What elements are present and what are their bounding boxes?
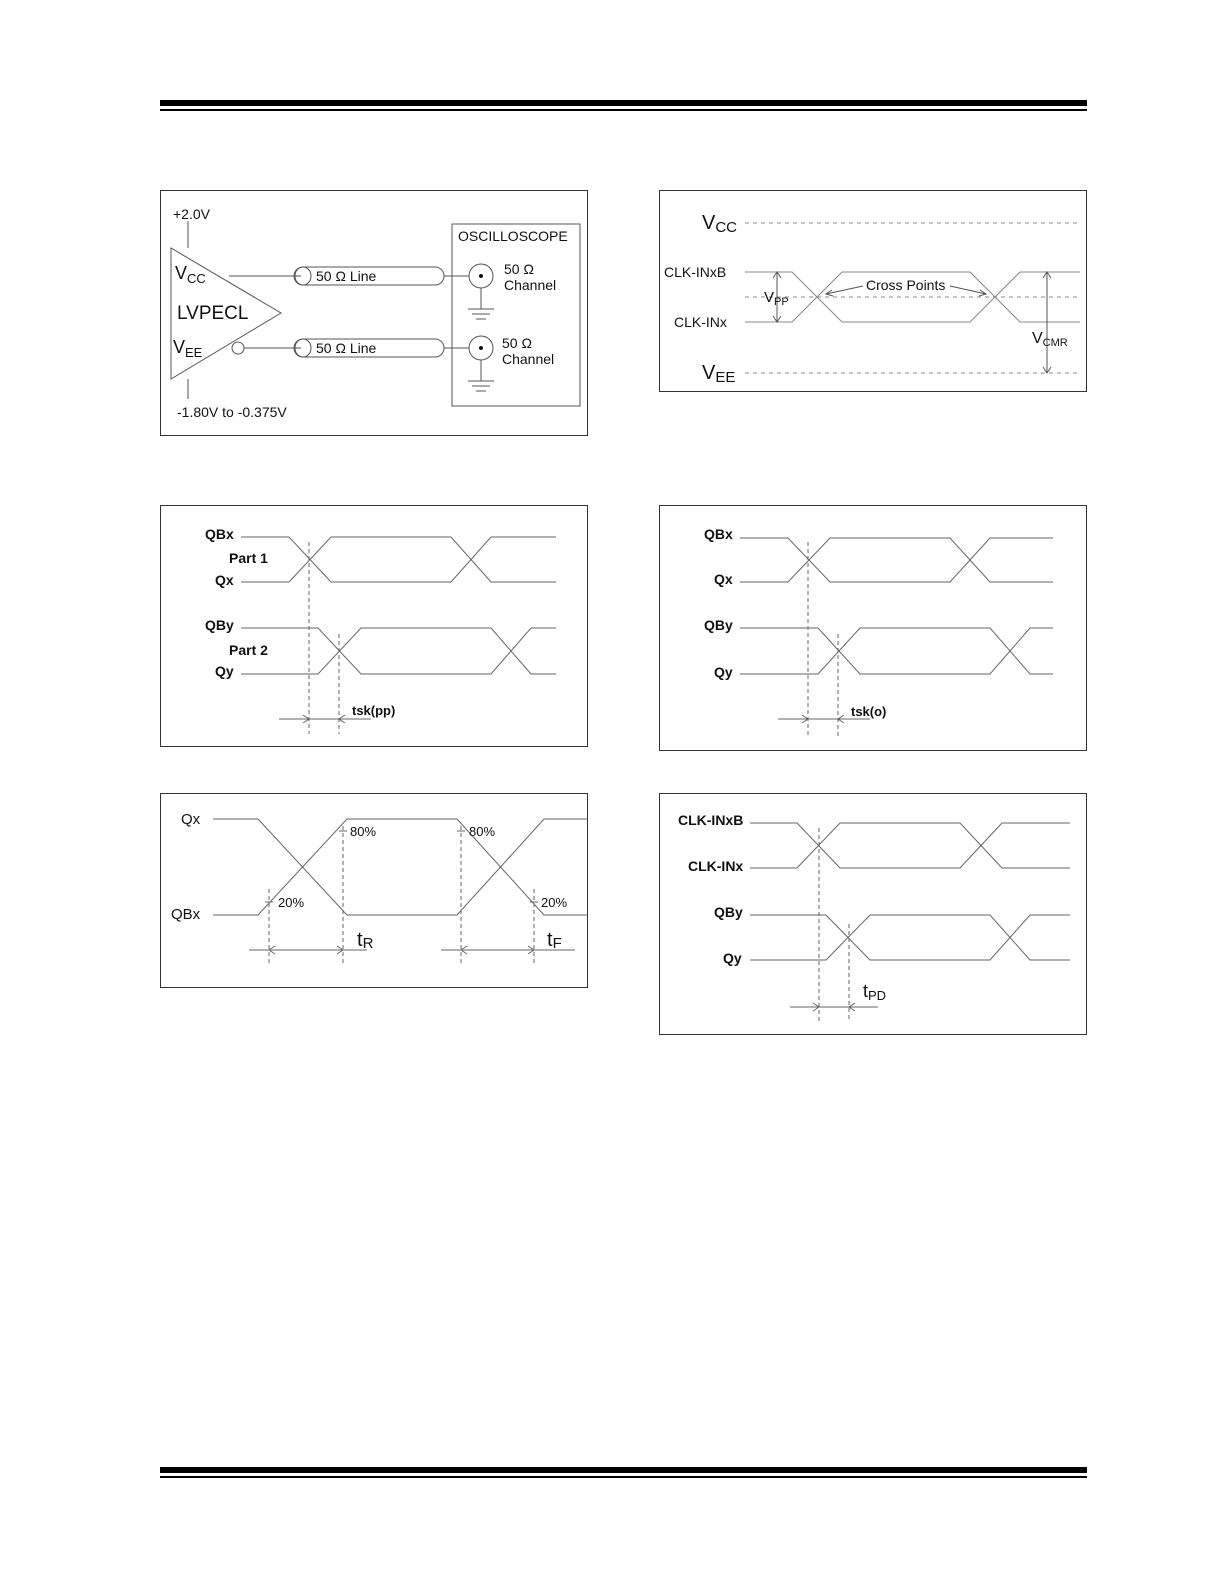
- qbx-trace: [241, 537, 556, 582]
- clk-inxb-trace: [750, 823, 1070, 868]
- fall-20-label: 20%: [541, 895, 568, 910]
- qbx-label: QBx: [704, 526, 733, 542]
- input-levels-diagram: [659, 190, 1087, 392]
- qby-label: QBy: [205, 617, 234, 633]
- qby-trace: [740, 628, 1053, 674]
- line-2-label: 50 Ω Line: [316, 340, 377, 356]
- output-skew-diagram: [659, 505, 1087, 751]
- qy-trace: [241, 628, 556, 674]
- qx-label: Qx: [215, 572, 234, 588]
- qx-trace: [740, 538, 1053, 582]
- qbx-label: QBx: [171, 906, 201, 923]
- qy-label: Qy: [723, 950, 742, 966]
- qby-label: QBy: [714, 904, 743, 920]
- clk-inxb-label: CLK-INxB: [678, 812, 744, 828]
- oscilloscope-box: [452, 224, 580, 406]
- inverting-bubble: [232, 342, 244, 354]
- fall-80-label: 80%: [469, 824, 496, 839]
- vcmr-label: VCMR: [1032, 330, 1068, 349]
- rise-fall-time-diagram: [160, 793, 588, 988]
- qy-label: Qy: [714, 664, 733, 680]
- tsk-o-label: tsk(o): [851, 704, 887, 719]
- rise-80-label: 80%: [350, 824, 377, 839]
- tr-label: tR: [357, 929, 374, 952]
- channel-1-label: Channel: [504, 277, 557, 293]
- vpp-label: $V_{PP}$: [764, 289, 789, 308]
- clk-inx-trace: [750, 823, 1070, 868]
- tpd-label: tPD: [863, 981, 887, 1003]
- vee-pin-label: $V_{EE}$: [173, 337, 203, 360]
- cross-points-label: Cross Points: [866, 277, 946, 293]
- device-label: LVPECL: [177, 303, 249, 324]
- channel-1-impedance: 50 Ω: [504, 261, 534, 277]
- rise-20-label: 20%: [278, 895, 305, 910]
- part-1-label: Part 1: [229, 550, 268, 566]
- qx-label: Qx: [181, 811, 201, 828]
- vcc-supply-label: +2.0V: [173, 206, 210, 222]
- header-rule-thin: [160, 109, 1087, 111]
- footer-rule-thin: [160, 1476, 1087, 1478]
- qbx-label: QBx: [205, 526, 234, 542]
- part-to-part-skew-diagram: [160, 505, 588, 747]
- tf-label: tF: [547, 929, 562, 952]
- qx-label: Qx: [714, 571, 733, 587]
- qy-trace: [750, 915, 1070, 960]
- vcc-pin-label: $V_{CC}$: [175, 263, 206, 286]
- qy-label: Qy: [215, 663, 234, 679]
- qy-trace: [740, 628, 1053, 674]
- vee-label: VEE: [702, 362, 736, 386]
- qbx-trace: [740, 538, 1053, 582]
- propagation-delay-diagram: [659, 793, 1087, 1035]
- footer-rule-thick: [160, 1467, 1087, 1473]
- tsk-pp-label: tsk(pp): [352, 703, 396, 718]
- vcc-label: VCC: [702, 212, 738, 236]
- header-rule-thick: [160, 100, 1087, 106]
- vee-supply-label: -1.80V to -0.375V: [177, 404, 287, 420]
- qx-trace: [241, 537, 556, 582]
- test-setup-diagram: [160, 190, 588, 436]
- clk-inx-label: CLK-INx: [674, 314, 727, 330]
- oscilloscope-label: OSCILLOSCOPE: [458, 228, 568, 244]
- qby-label: QBy: [704, 617, 733, 633]
- qby-trace: [750, 915, 1070, 960]
- channel-2-impedance: 50 Ω: [502, 335, 532, 351]
- qby-trace: [241, 628, 556, 674]
- channel-2-label: Channel: [502, 351, 555, 367]
- line-1-label: 50 Ω Line: [316, 268, 377, 284]
- clk-inxb-label: CLK-INxB: [664, 264, 727, 280]
- part-2-label: Part 2: [229, 642, 268, 658]
- clk-inx-label: CLK-INx: [688, 858, 744, 874]
